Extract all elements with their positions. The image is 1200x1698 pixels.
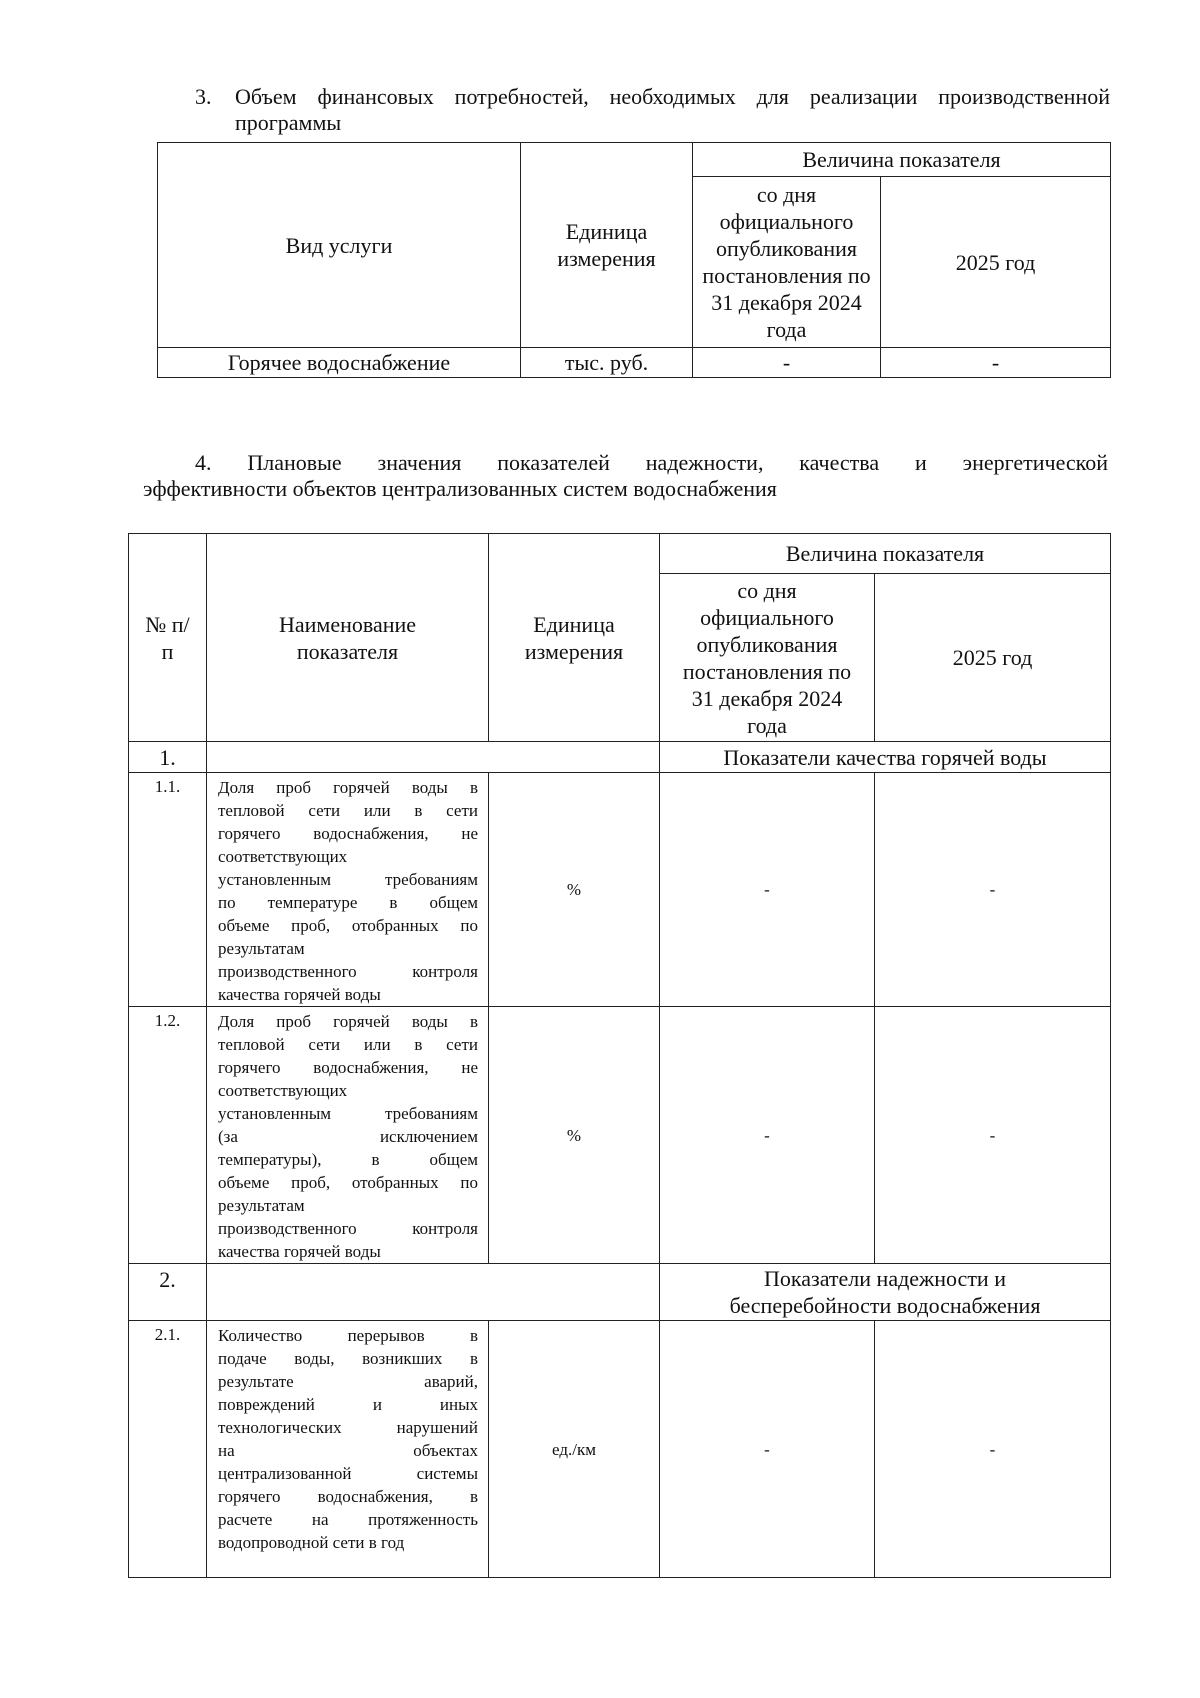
row-number: 1.2. [129, 1007, 207, 1264]
indicator-unit: % [489, 773, 660, 1007]
header-period-1: со дня официального опубликования постановления по 31 декабря 2024 года [660, 574, 875, 742]
header-period-1: со дня официального опубликования постановления по 31 декабря 2024 года [693, 177, 881, 348]
section-3-title-line2: программы [235, 110, 342, 135]
section-3-title-line1: Объем финансовых потребностей, необходимых для реализации производственной [235, 84, 1110, 109]
indicator-value-2: - [875, 1007, 1111, 1264]
table-row [158, 348, 1111, 378]
cell-unit: тыс. руб. [521, 348, 693, 378]
table-row [129, 1007, 1111, 1264]
section-spacer [207, 1264, 660, 1321]
indicators-table [128, 533, 1111, 1578]
indicator-name: Доля проб горячей воды в тепловой сети или в сети горячего водоснабжения, не соответствующих установленным требованиям (за исключением температуры), в общем объеме проб, отобранных по результатам производственного контроля качества горячей воды [207, 1007, 489, 1264]
section-3-heading [195, 84, 1110, 136]
row-number: 1.1. [129, 773, 207, 1007]
table-row [129, 1321, 1111, 1578]
header-period-2: 2025 год [881, 177, 1111, 348]
section-number: 2. [129, 1264, 207, 1321]
header-value-group: Величина показателя [693, 143, 1111, 177]
financial-needs-table [157, 142, 1111, 378]
cell-service: Горячее водоснабжение [158, 348, 521, 378]
section-4-heading [143, 450, 1108, 502]
indicator-unit: % [489, 1007, 660, 1264]
indicator-name: Доля проб горячей воды в тепловой сети или в сети горячего водоснабжения, не соответствующих установленным требованиям по температуре в общем объеме проб, отобранных по результатам производственного контроля качества горячей воды [207, 773, 489, 1007]
section-title: Показатели надежности и бесперебойности водоснабжения [660, 1264, 1111, 1321]
section-spacer [207, 742, 660, 773]
header-unit: Единица измерения [489, 534, 660, 742]
header-period-2: 2025 год [875, 574, 1111, 742]
indicator-name: Количество перерывов в подаче воды, возникших в результате аварий, повреждений и иных технологических нарушений на объектах централизованной системы горячего водоснабжения, в расчете на протяженность водопроводной сети в год [207, 1321, 489, 1578]
cell-value-2: - [881, 348, 1111, 378]
header-unit: Единица измерения [521, 143, 693, 348]
row-number: 2.1. [129, 1321, 207, 1578]
section-4-title-line1: Плановые значения показателей надежности, качества и энергетической [247, 450, 1108, 475]
header-indicator-name: Наименование показателя [207, 534, 489, 742]
indicator-unit: ед./км [489, 1321, 660, 1578]
section-4-number: 4. [195, 450, 212, 475]
section-4-title-line2: эффективности объектов централизованных систем водоснабжения [143, 476, 777, 501]
header-number: № п/п [129, 534, 207, 742]
section-number: 1. [129, 742, 207, 773]
table-row [129, 773, 1111, 1007]
section-3-number: 3. [195, 84, 212, 109]
section-row [129, 742, 1111, 773]
section-title: Показатели качества горячей воды [660, 742, 1111, 773]
cell-value-1: - [693, 348, 881, 378]
indicator-value-1: - [660, 773, 875, 1007]
header-service: Вид услуги [158, 143, 521, 348]
header-value-group: Величина показателя [660, 534, 1111, 574]
indicator-value-1: - [660, 1321, 875, 1578]
section-row [129, 1264, 1111, 1321]
indicator-value-2: - [875, 773, 1111, 1007]
indicator-value-2: - [875, 1321, 1111, 1578]
indicator-value-1: - [660, 1007, 875, 1264]
